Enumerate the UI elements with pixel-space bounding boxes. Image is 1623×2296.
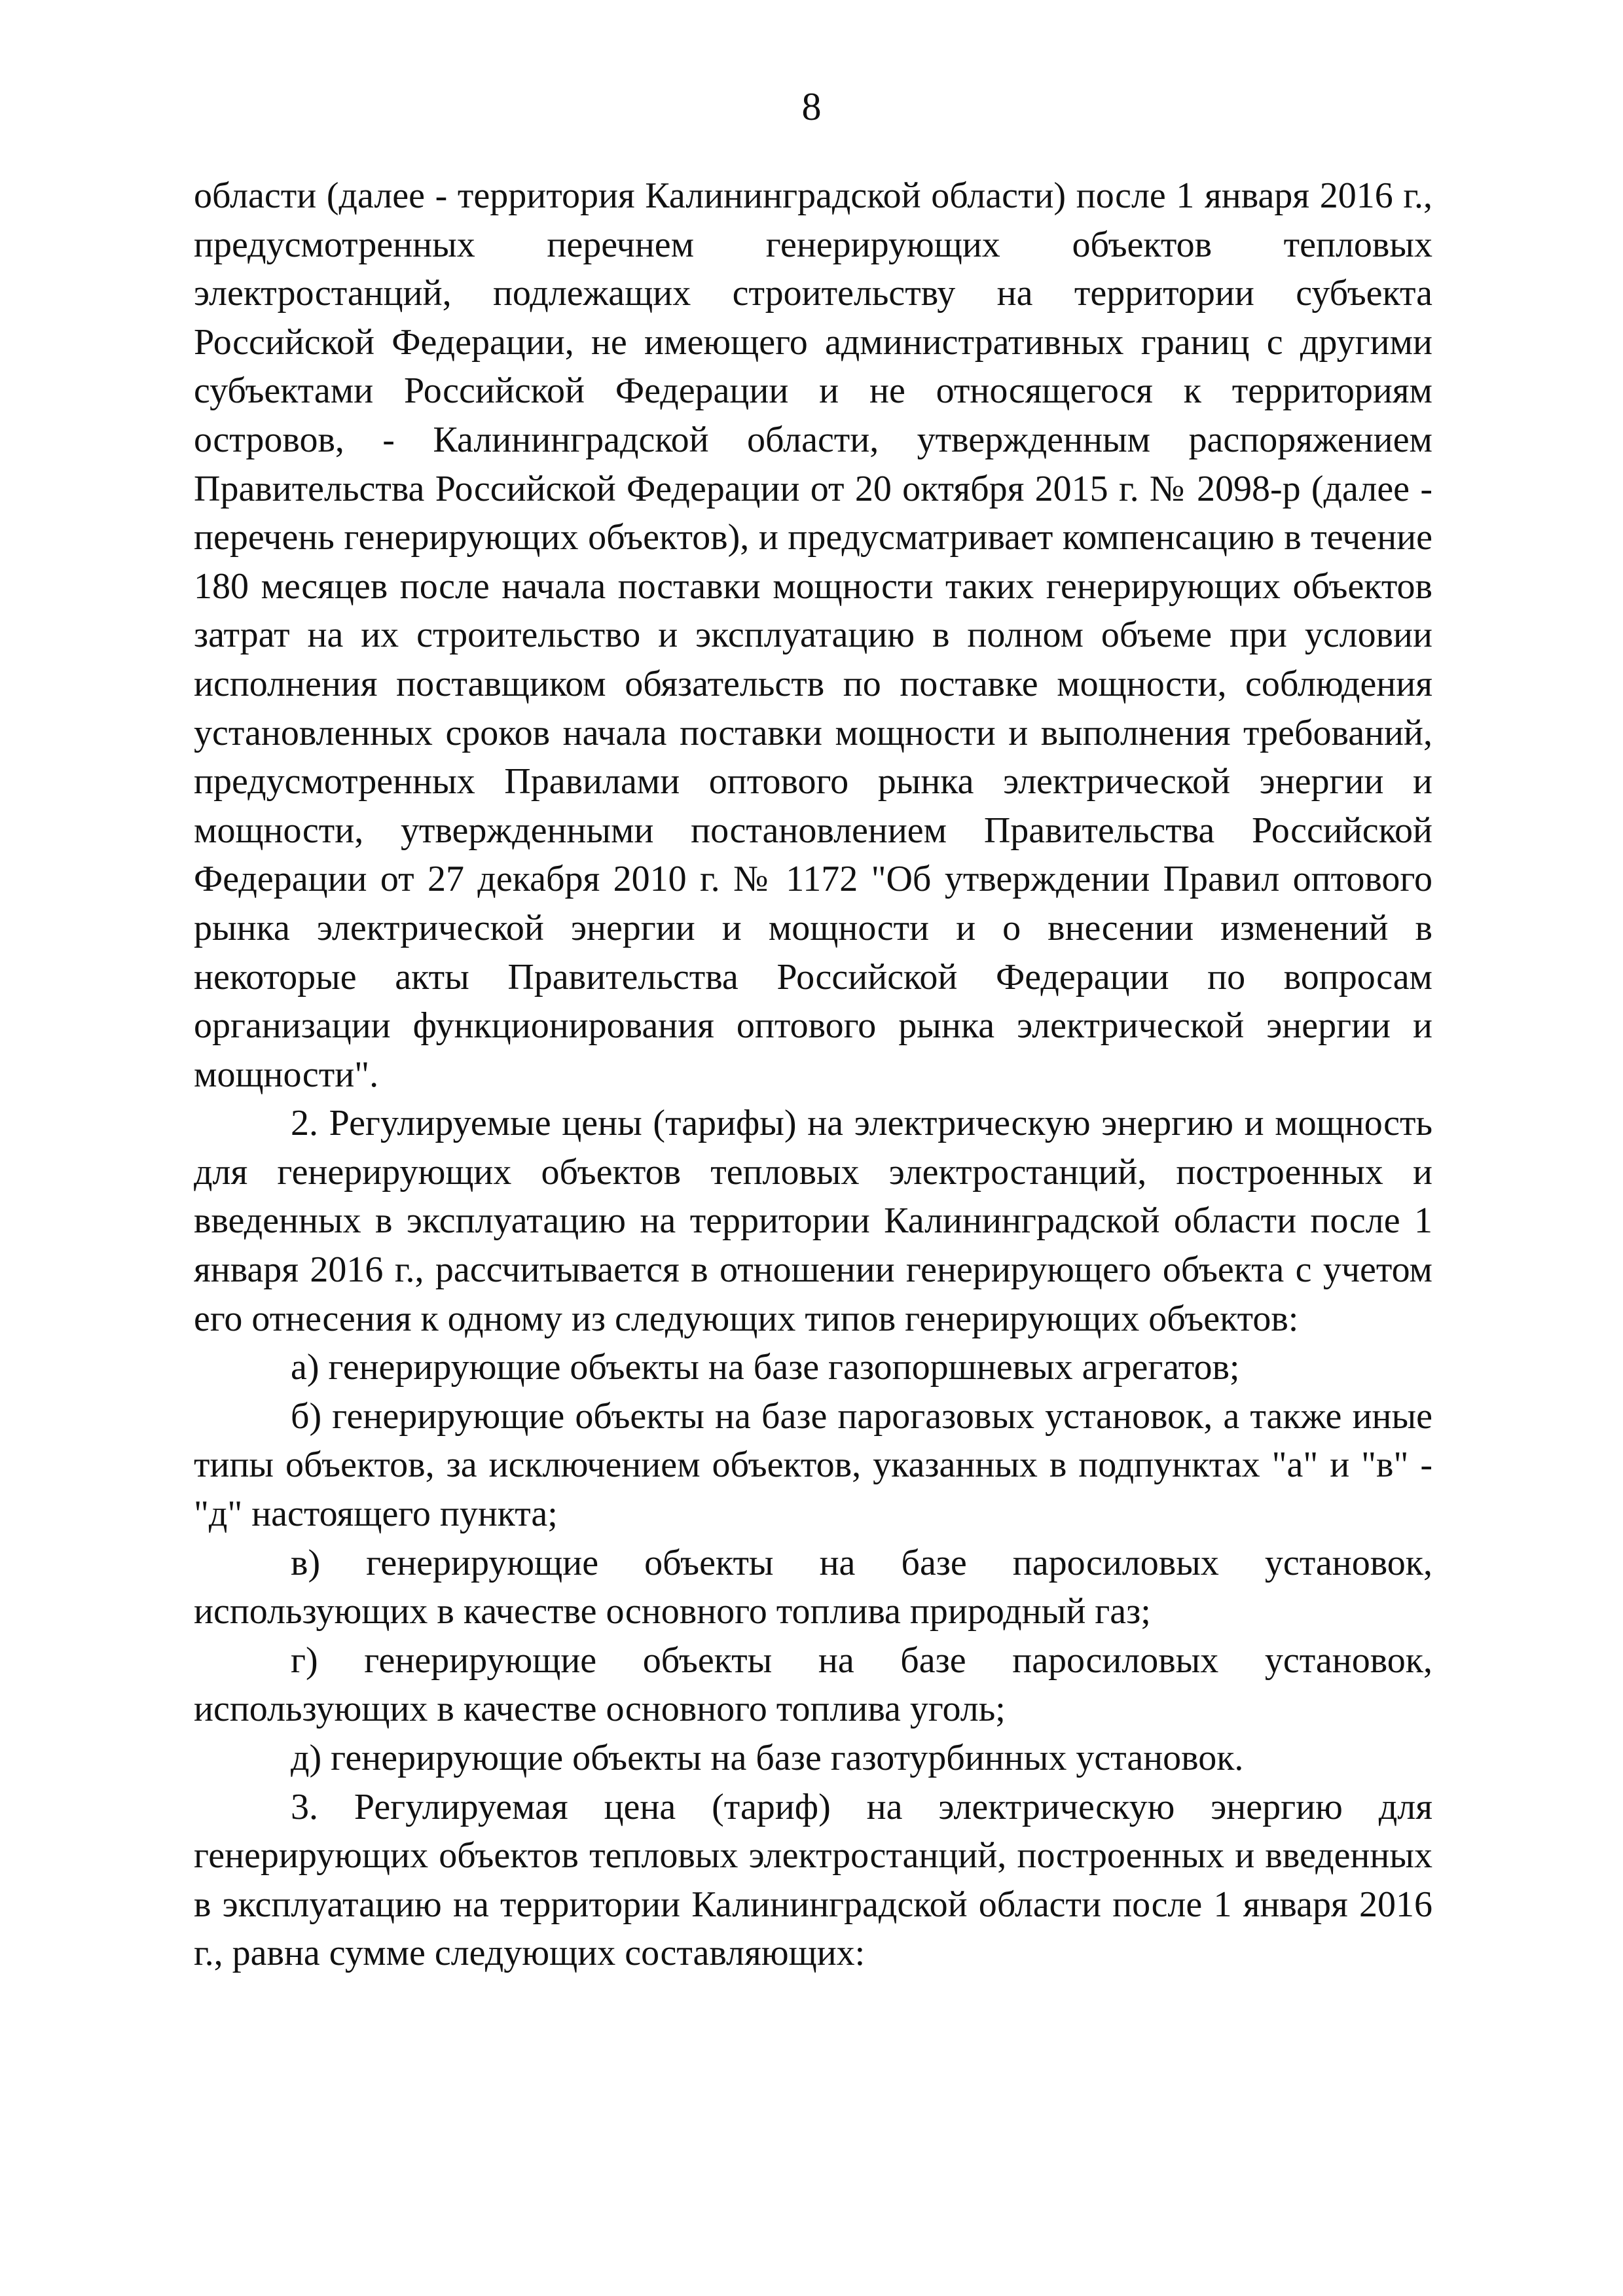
paragraph-item-3: 3. Регулируемая цена (тариф) на электрическую энергию для генерирующих объектов тепловых электростанций, построенных и введенных в эксплуатацию на территории Калининградской области после 1 января 2016 г., равна сумме следующих составляющих:	[194, 1786, 1432, 1974]
paragraph-subitem-a: а) генерирующие объекты на базе газопоршневых агрегатов;	[291, 1347, 1240, 1388]
paragraph-subitem-d: д) генерирующие объекты на базе газотурбинных установок.	[291, 1738, 1244, 1778]
paragraph-subitem-g: г) генерирующие объекты на базе паросиловых установок, использующих в качестве основного топлива уголь;	[194, 1640, 1432, 1730]
paragraph-item-2: 2. Регулируемые цены (тарифы) на электрическую энергию и мощность для генерирующих объектов тепловых электростанций, построенных и введенных в эксплуатацию на территории Калининградской области после 1 января 2016 г., рассчитывается в отношении генерирующего объекта с учетом его отнесения к одному из следующих типов генерирующих объектов:	[194, 1103, 1432, 1339]
document-body	[194, 171, 1432, 1978]
paragraph-continuation: области (далее - территория Калининградской области) после 1 января 2016 г., предусмотренных перечнем генерирующих объектов тепловых электростанций, подлежащих строительству на территории субъекта Российской Федерации, не имеющего административных границ с другими субъектами Российской Федерации и не относящегося к территориям островов, - Калининградской области, утвержденным распоряжением Правительства Российской Федерации от 20 октября 2015 г. № 2098-р (далее - перечень генерирующих объектов), и предусматривает компенсацию в течение 180 месяцев после начала поставки мощности таких генерирующих объектов затрат на их строительство и эксплуатацию в полном объеме при условии исполнения поставщиком обязательств по поставке мощности, соблюдения установленных сроков начала поставки мощности и выполнения требований, предусмотренных Правилами оптового рынка электрической энергии и мощности, утвержденными постановлением Правительства Российской Федерации от 27 декабря 2010 г. № 1172 "Об утверждении Правил оптового рынка электрической энергии и мощности и о внесении изменений в некоторые акты Правительства Российской Федерации по вопросам организации функционирования оптового рынка электрической энергии и мощности".	[194, 175, 1432, 1095]
paragraph-subitem-v: в) генерирующие объекты на базе паросиловых установок, использующих в качестве основного топлива природный газ;	[194, 1542, 1432, 1632]
page-number: 8	[801, 85, 822, 128]
paragraph-subitem-b: б) генерирующие объекты на базе парогазовых установок, а также иные типы объектов, за исключением объектов, указанных в подпунктах "а" и "в" - "д" настоящего пункта;	[194, 1395, 1432, 1535]
